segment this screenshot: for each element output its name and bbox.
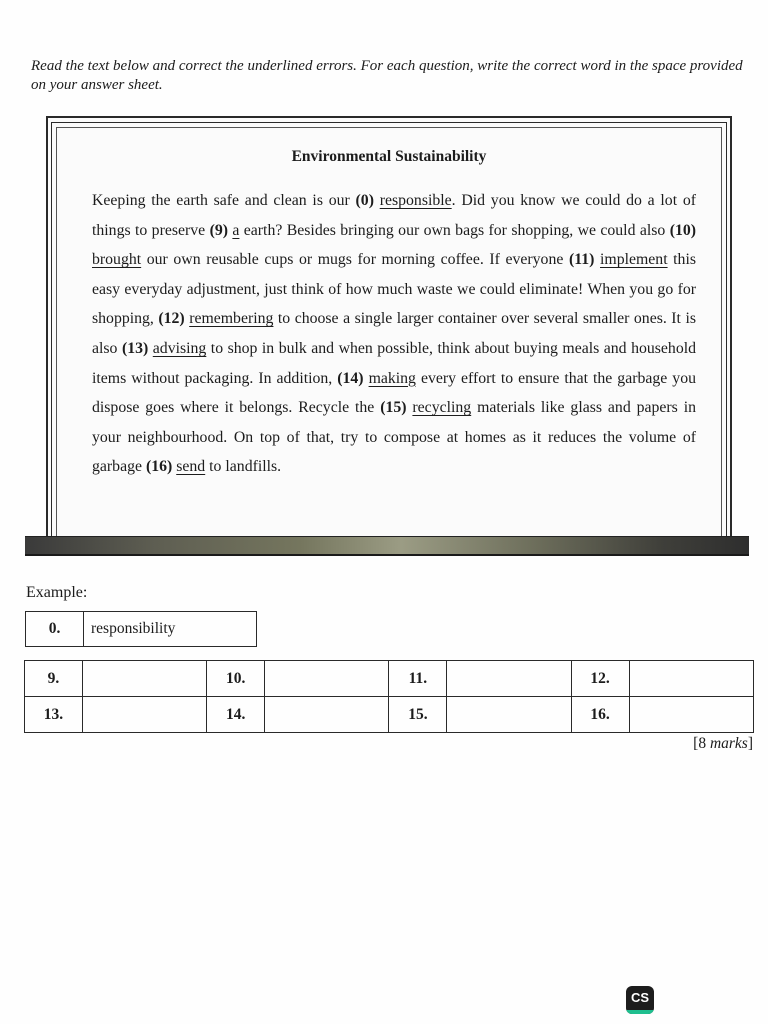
passage-fragment: to choose a single larger container over several smaller ones. It is also xyxy=(92,310,696,357)
passage-fragment: our own reusable cups or mugs for morning coffee. If everyone xyxy=(141,251,569,269)
marks-count: 8 xyxy=(698,735,707,752)
question-number: 10. xyxy=(207,661,265,697)
underlined-error-word: responsible xyxy=(379,192,452,209)
underlined-error-word: advising xyxy=(152,339,207,357)
answer-blank-14[interactable] xyxy=(265,697,389,733)
question-number: 15. xyxy=(389,697,447,733)
passage-fragment xyxy=(374,192,380,209)
underlined-error-word: recycling xyxy=(412,399,472,417)
question-marker: (14) xyxy=(337,369,364,387)
passage-fragment: to shop in bulk and when possible, think about buying meals and household items without packaging. In addition, xyxy=(92,339,697,387)
passage-fragment xyxy=(228,222,232,239)
example-answer: responsibility xyxy=(84,612,257,647)
example-table xyxy=(25,611,257,647)
answer-grid xyxy=(24,660,754,733)
passage-fragment: . Did you know we could do a lot of things to preserve xyxy=(92,192,696,239)
passage-fragment xyxy=(172,458,176,475)
answer-blank-9[interactable] xyxy=(82,661,206,697)
answer-blank-10[interactable] xyxy=(265,661,389,697)
passage-fragment xyxy=(364,370,369,387)
question-number: 16. xyxy=(571,697,629,733)
question-number: 12. xyxy=(571,661,629,697)
passage-title: Environmental Sustainability xyxy=(291,148,487,165)
question-number: 14. xyxy=(207,697,265,733)
passage-fragment xyxy=(185,310,190,327)
underlined-error-word: brought xyxy=(92,251,142,269)
question-marker: (16) xyxy=(145,458,173,476)
example-number: 0. xyxy=(26,612,84,647)
underlined-error-word: remembering xyxy=(189,310,274,328)
passage-text xyxy=(92,186,696,482)
example-label: Example: xyxy=(26,584,88,601)
answer-blank-11[interactable] xyxy=(447,661,571,697)
passage-fragment: this easy everyday adjustment, just think of how much waste we could eliminate! When you go for shopping, xyxy=(92,251,696,328)
question-marker: (15) xyxy=(380,399,407,417)
question-marker: (10) xyxy=(669,221,697,239)
answer-row xyxy=(25,661,754,697)
marks-note xyxy=(693,735,753,753)
underlined-error-word: send xyxy=(176,458,206,476)
camscanner-logo-icon: CS xyxy=(626,986,654,1014)
instructions: Read the text below and correct the underlined errors. For each question, write the correct word in the space provided on your answer sheet. xyxy=(31,58,743,93)
passage-frame xyxy=(46,116,732,546)
passage-fragment: every effort to ensure that the garbage you dispose goes where it belongs. Recycle the xyxy=(92,369,696,417)
answer-row xyxy=(25,697,754,733)
answer-blank-12[interactable] xyxy=(629,661,753,697)
underlined-error-word: making xyxy=(368,369,416,387)
underlined-error-word: implement xyxy=(600,251,668,269)
question-marker: (0) xyxy=(355,192,374,209)
passage-fragment xyxy=(594,251,600,268)
question-marker: (9) xyxy=(209,221,228,239)
question-marker: (13) xyxy=(121,339,149,357)
marks-bracket-open: [ xyxy=(693,735,699,752)
question-marker: (11) xyxy=(568,251,595,269)
passage-fragment: to landfills. xyxy=(205,458,282,476)
passage-fragment xyxy=(407,399,413,416)
underlined-error-word: a xyxy=(232,221,240,239)
passage-fragment: Keeping the earth safe and clean is our xyxy=(92,192,356,209)
question-marker: (12) xyxy=(158,310,185,328)
answer-blank-16[interactable] xyxy=(629,697,753,733)
passage-fragment: earth? Besides bringing our own bags for shopping, we could also xyxy=(239,221,670,239)
passage-fragment xyxy=(148,340,153,357)
frame-shelf-decoration xyxy=(25,536,749,556)
marks-word: marks xyxy=(709,735,748,752)
question-number: 13. xyxy=(25,697,83,733)
question-number: 9. xyxy=(25,661,83,697)
answer-blank-15[interactable] xyxy=(447,697,571,733)
question-number: 11. xyxy=(389,661,447,697)
passage-fragment: materials like glass and papers in your neighbourhood. On top of that, try to compose at homes as it reduces the volume of garbage xyxy=(92,399,697,476)
answer-blank-13[interactable] xyxy=(82,697,206,733)
marks-bracket-close: ] xyxy=(747,735,753,752)
example-row xyxy=(26,612,257,647)
